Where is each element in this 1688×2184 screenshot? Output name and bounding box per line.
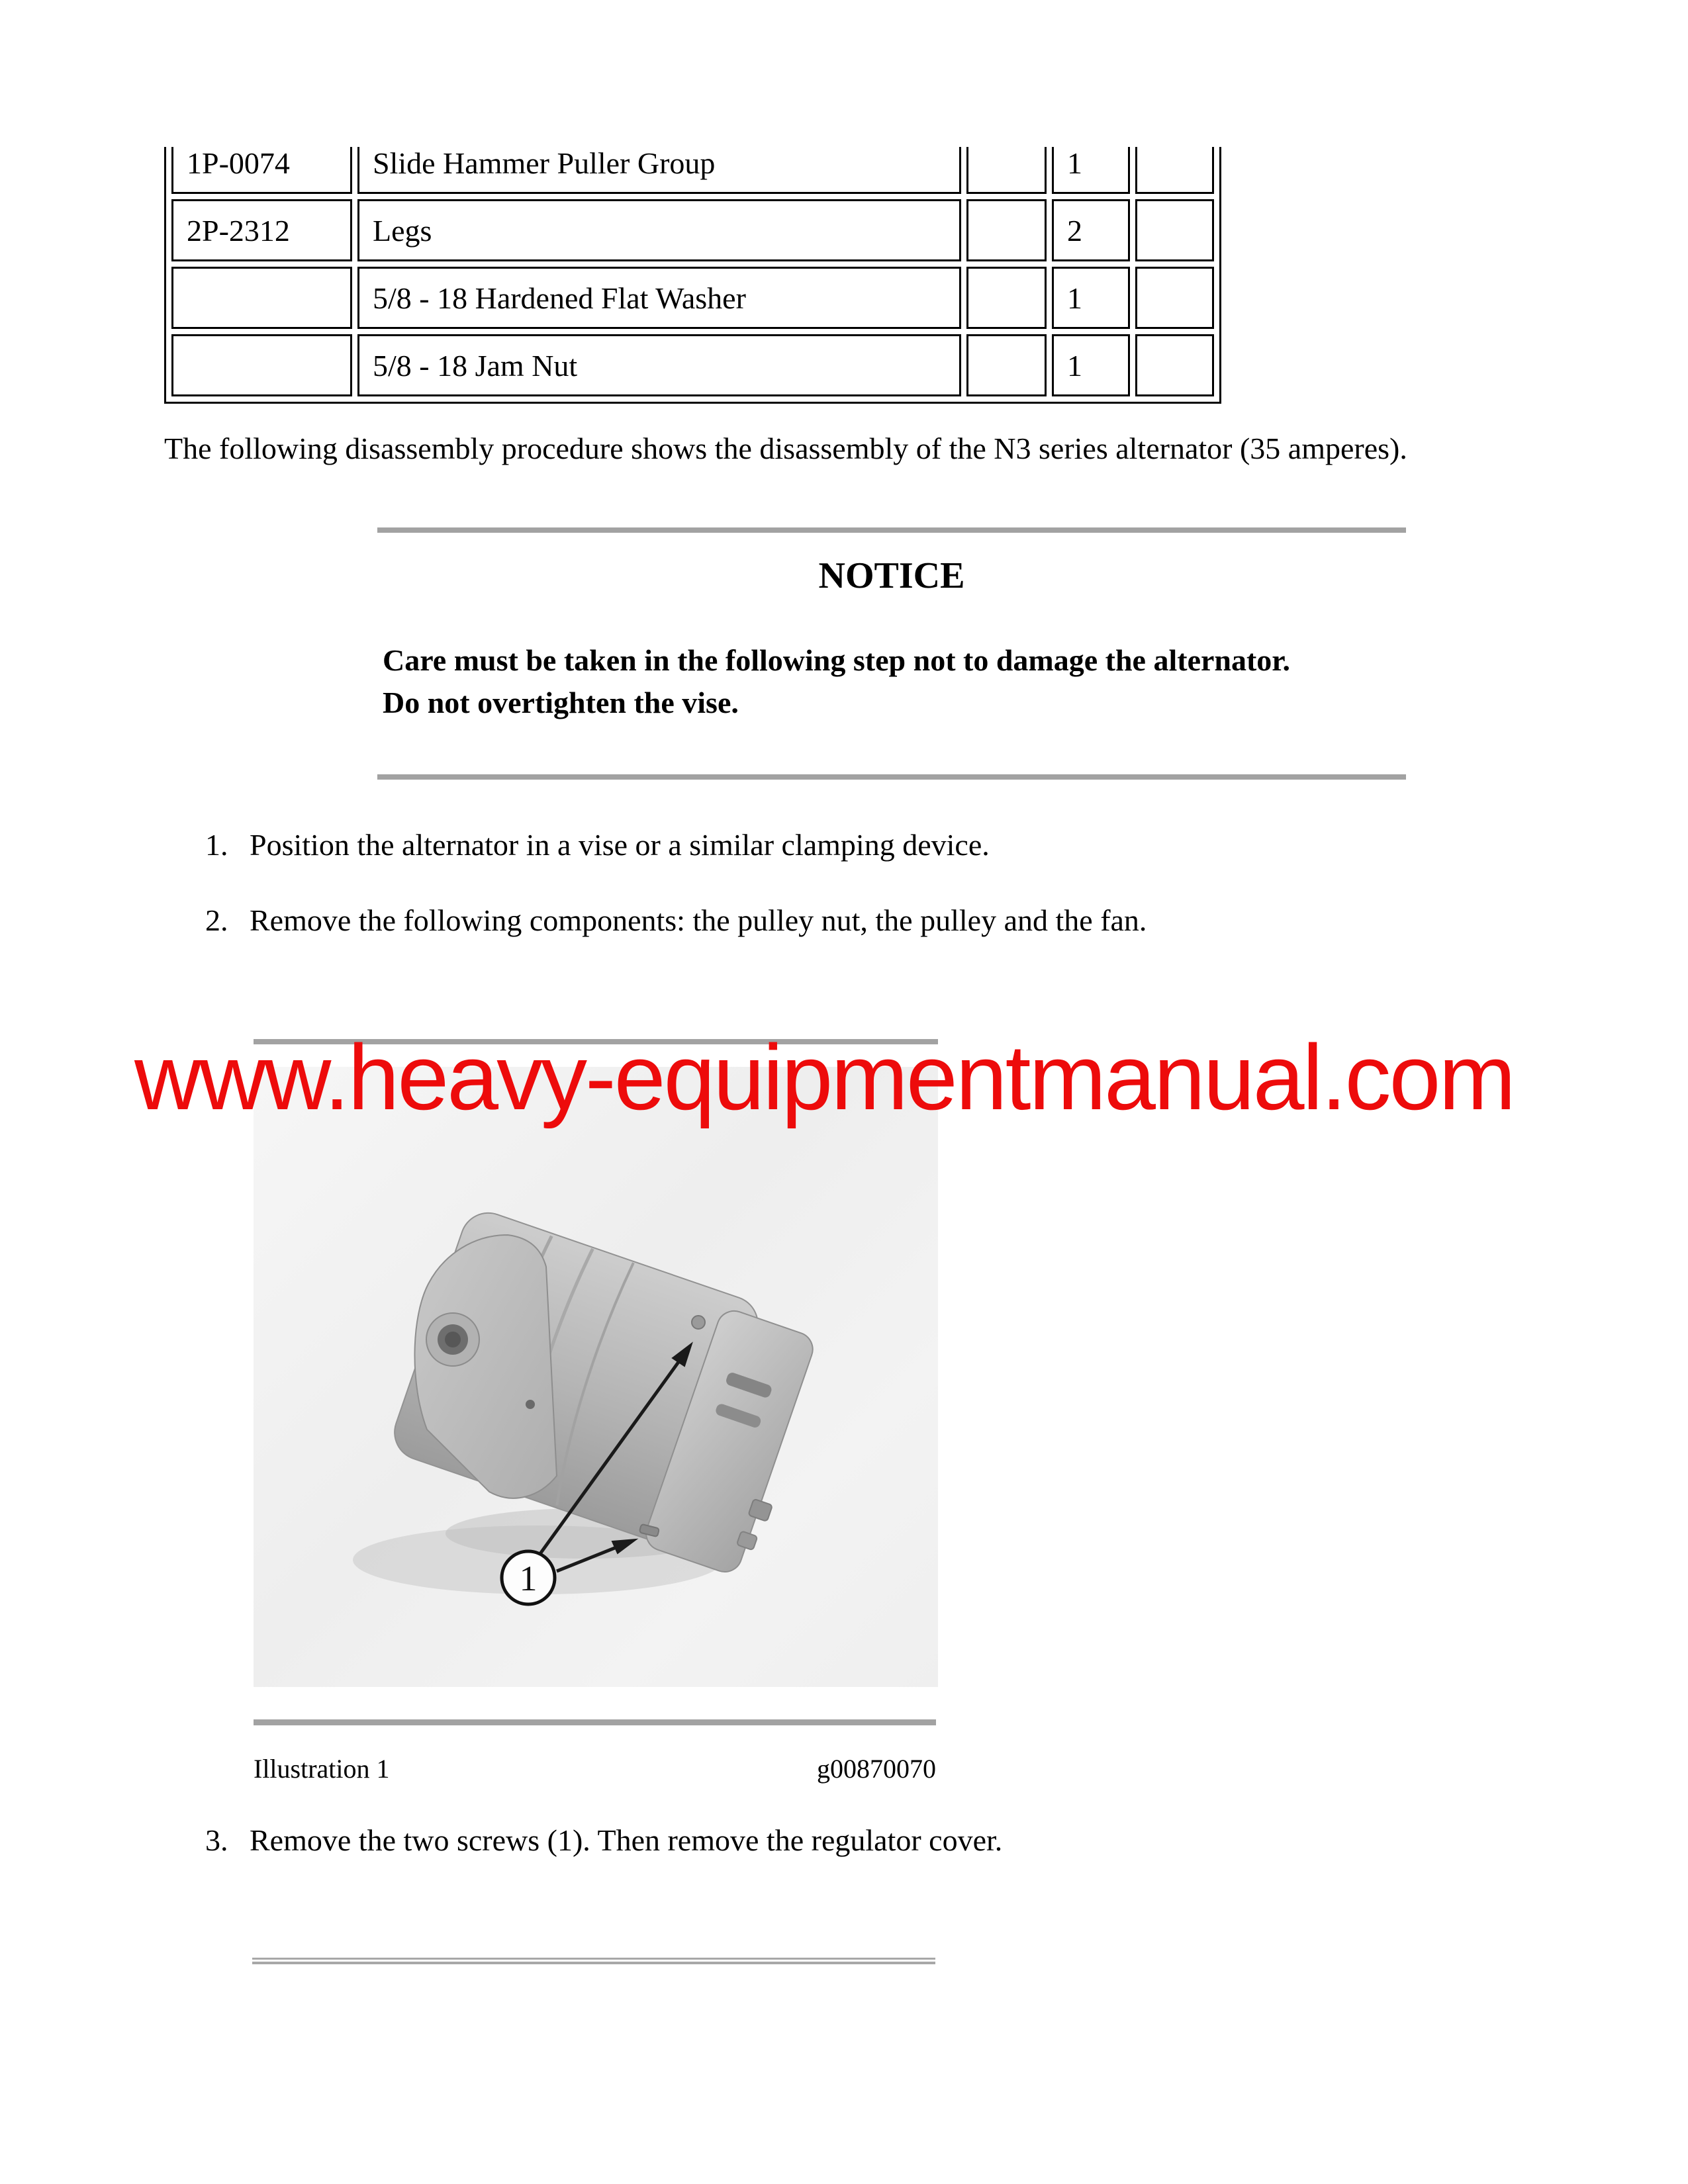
description-cell: 5/8 - 18 Jam Nut [357, 334, 961, 396]
watermark-text: www.heavy-equipmentmanual.com [134, 1025, 1515, 1129]
parts-table [164, 147, 1221, 404]
callout-1-badge [502, 1551, 555, 1604]
intro-paragraph: The following disassembly procedure shows the disassembly of the N3 series alternator (35 amperes). [164, 432, 1407, 465]
quantity-cell: 1 [1052, 147, 1130, 194]
part-number-cell [171, 334, 352, 396]
step-text: Remove the following components: the pulley nut, the pulley and the fan. [250, 903, 1147, 937]
notice-line: Do not overtighten the vise. [383, 686, 739, 719]
screw-top [692, 1316, 705, 1329]
empty-cell [966, 334, 1047, 396]
empty-cell [1135, 199, 1214, 261]
empty-cell [1135, 147, 1214, 194]
step-number: 1. [205, 828, 228, 862]
notice-bottom-divider [377, 774, 1406, 780]
illustration-bottom-divider [254, 1719, 936, 1725]
illustration-label: Illustration 1 [254, 1754, 390, 1784]
step-number: 3. [205, 1823, 228, 1857]
notice-title: NOTICE [818, 555, 965, 596]
table-row [171, 199, 1214, 261]
callout-number: 1 [519, 1559, 538, 1598]
alternator-body [385, 1206, 833, 1580]
quantity-cell: 1 [1052, 267, 1130, 329]
empty-cell [1135, 267, 1214, 329]
description-cell: Legs [357, 199, 961, 261]
quantity-cell: 1 [1052, 334, 1130, 396]
part-number-cell [171, 267, 352, 329]
step-text: Position the alternator in a vise or a similar clamping device. [250, 828, 990, 862]
empty-cell [1135, 334, 1214, 396]
notice-body [383, 639, 1395, 724]
step-item-1 [205, 829, 1463, 862]
quantity-cell: 2 [1052, 199, 1130, 261]
table-row [171, 147, 1214, 194]
description-cell: 5/8 - 18 Hardened Flat Washer [357, 267, 961, 329]
notice-line: Care must be taken in the following step not to damage the alternator. [383, 643, 1290, 677]
description-cell: Slide Hammer Puller Group [357, 147, 961, 194]
part-number-cell: 1P-0074 [171, 147, 352, 194]
parts-table-container [164, 147, 1226, 404]
bottom-rule [252, 1958, 935, 1964]
step-item-2 [205, 904, 1463, 938]
step-number: 2. [205, 903, 228, 937]
part-number-cell: 2P-2312 [171, 199, 352, 261]
step-item-3 [205, 1824, 1463, 1858]
empty-cell [966, 199, 1047, 261]
empty-cell [966, 147, 1047, 194]
illustration-code: g00870070 [817, 1754, 936, 1784]
empty-cell [966, 267, 1047, 329]
illustration-caption-row [254, 1754, 936, 1784]
alternator-photo [254, 1067, 938, 1687]
table-row [171, 334, 1214, 396]
alternator-illustration [254, 1067, 938, 1687]
step-text: Remove the two screws (1). Then remove the regulator cover. [250, 1823, 1003, 1857]
table-row [171, 267, 1214, 329]
notice-top-divider [377, 527, 1406, 533]
